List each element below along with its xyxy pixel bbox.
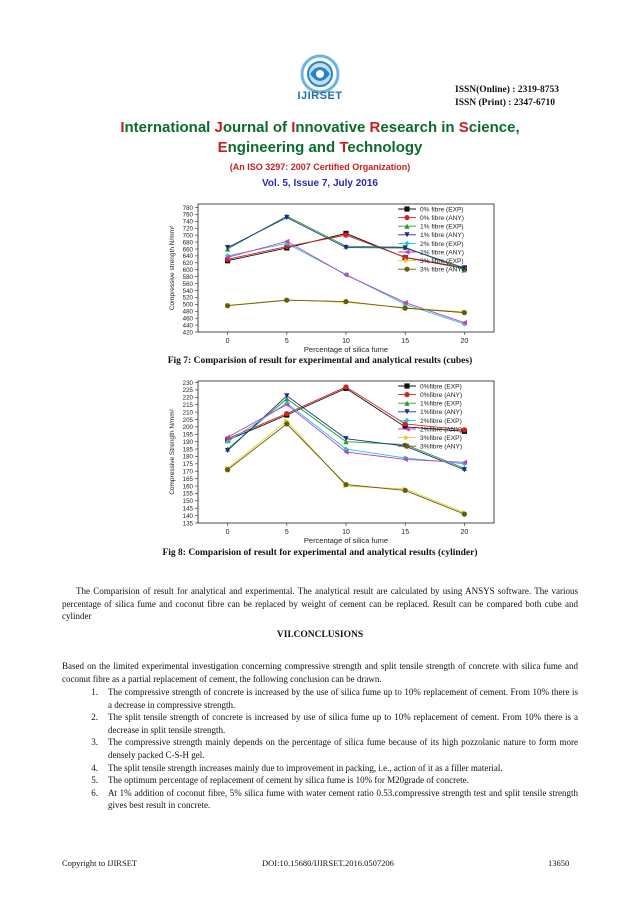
y-tick-label: 145 xyxy=(182,505,193,513)
legend-label: 1% fibre (ANY) xyxy=(420,232,464,240)
y-tick-label: 660 xyxy=(182,246,193,254)
y-tick-label: 720 xyxy=(182,225,193,233)
conclusions-intro: Based on the limited experimental investigation concerning compressive strength and split tensile strength of concrete with silica fume and coconut fibre as a partial replacement of cement, the following conclusion can be drawn. xyxy=(62,661,578,684)
data-point xyxy=(343,482,348,487)
legend-label: 0%fibre (ANY) xyxy=(420,392,463,399)
y-tick-label: 440 xyxy=(182,322,193,330)
y-tick-label: 140 xyxy=(182,512,193,520)
journal-title-line2: Engineering and Technology xyxy=(217,139,423,156)
data-point xyxy=(462,427,467,432)
y-tick-label: 135 xyxy=(182,520,193,528)
legend-label: 2% fibre (ANY) xyxy=(420,249,464,257)
legend-label: 3% fibre (EXP) xyxy=(420,258,464,265)
x-tick-label: 20 xyxy=(460,338,469,345)
chart-fig7-cubes xyxy=(150,196,510,354)
y-tick-label: 205 xyxy=(182,416,193,424)
x-tick-label: 10 xyxy=(342,529,350,536)
data-point xyxy=(343,299,348,304)
intro-paragraph: The Comparision of result for analytical and experimental. The analytical result are calculated by using ANSYS software. The various percentage of silica fume and coconut fibre can be replaced by weight of cement can be replaced. Result can be compared both cube and cylinder xyxy=(62,586,578,622)
list-item: 3. The compressive strength mainly depends on the percentage of silica fume because of its high pozzolanic nature to form more densely packed C-S-H gel. xyxy=(91,737,578,760)
journal-title-line1: International Journal of Innovative Research in Science, xyxy=(120,119,520,136)
data-point xyxy=(225,467,230,472)
x-tick-label: 20 xyxy=(460,529,469,536)
legend-label: 0% fibre (EXP) xyxy=(420,206,464,214)
y-tick-label: 170 xyxy=(182,468,193,476)
y-tick-label: 560 xyxy=(182,280,193,288)
data-point xyxy=(284,411,289,416)
list-item: 6. At 1% addition of coconut fibre, 5% silica fume with water cement ratio 0.53.compressive strength test and split tensile strength gives best result in concrete. xyxy=(91,787,578,811)
data-point xyxy=(403,488,408,493)
y-tick-label: 480 xyxy=(182,308,193,316)
y-tick-label: 180 xyxy=(182,453,193,461)
x-tick-label: 5 xyxy=(284,529,289,536)
x-tick-label: 0 xyxy=(225,529,230,536)
x-tick-label: 0 xyxy=(225,338,230,345)
legend-label: 1% fibre (EXP) xyxy=(420,223,464,231)
x-tick-label: 5 xyxy=(284,338,289,345)
data-point xyxy=(343,233,348,238)
legend-label: 2% fibre (EXP) xyxy=(420,240,464,248)
y-tick-label: 600 xyxy=(182,267,193,275)
y-tick-label: 680 xyxy=(182,239,193,247)
y-tick-label: 185 xyxy=(182,446,193,454)
legend-label: 2%fibre (EXP) xyxy=(420,417,462,425)
legend-label: 1%fibre (ANY) xyxy=(420,409,463,417)
x-tick-label: 15 xyxy=(401,338,410,345)
y-tick-label: 640 xyxy=(182,253,193,261)
chart-fig8-cylinder xyxy=(150,375,510,545)
list-item: 2. The split tensile strength of concrete is increased by use of silica fume up to 10% replacement of cement. From 10% there is a decrease in split tensile strength. xyxy=(91,712,578,735)
footer-doi: DOI:10.15680/IJIRSET.2016.0507206 xyxy=(262,858,394,868)
list-item: 4. The split tensile strength increases mainly due to improvement in packing, i.e., action of it as a filler material. xyxy=(91,762,503,773)
y-tick-label: 620 xyxy=(182,260,193,268)
certification-line: (An ISO 3297: 2007 Certified Organization) xyxy=(229,162,411,172)
legend-marker xyxy=(404,444,409,449)
y-tick-label: 155 xyxy=(182,490,193,498)
fig8-caption: Fig 8: Comparision of result for experimental and analytical results (cylinder) xyxy=(162,548,478,558)
legend-marker xyxy=(404,383,409,388)
data-point xyxy=(462,310,467,315)
y-axis-label: Compressive strength N/mm² xyxy=(169,225,176,311)
y-tick-label: 215 xyxy=(182,401,193,409)
y-tick-label: 225 xyxy=(182,387,193,395)
x-axis-label: Percentage of silica fume xyxy=(303,345,389,354)
x-axis-label: Percentage of silica fume xyxy=(303,536,389,545)
conclusions-list xyxy=(62,686,578,812)
data-point xyxy=(403,306,408,311)
y-tick-label: 500 xyxy=(182,301,193,309)
legend-marker xyxy=(404,267,409,272)
logo-text: IJIRSET xyxy=(297,90,343,102)
y-tick-label: 540 xyxy=(182,287,193,295)
legend-label: 3% fibre (ANY) xyxy=(420,266,464,274)
y-tick-label: 220 xyxy=(182,394,193,402)
y-tick-label: 160 xyxy=(182,483,193,491)
legend-label: 1%fibre (EXP) xyxy=(420,400,462,408)
legend-marker xyxy=(404,215,409,220)
list-item: 5. The optimum percentage of replacement of cement by silica fume is 10% for M20grade of concrete. xyxy=(91,775,469,786)
y-tick-label: 150 xyxy=(182,498,193,506)
y-tick-label: 520 xyxy=(182,294,193,302)
legend-label: 0%fibre (EXP) xyxy=(420,383,462,391)
y-tick-label: 740 xyxy=(182,218,193,226)
legend-label: 3%fibre (EXP) xyxy=(420,435,462,442)
volume-line: Vol. 5, Issue 7, July 2016 xyxy=(262,178,378,189)
y-tick-label: 460 xyxy=(182,315,193,323)
legend-marker xyxy=(404,435,409,440)
data-point xyxy=(462,512,467,517)
issn-online: ISSN(Online) : 2319-8753 xyxy=(455,85,559,95)
y-tick-label: 580 xyxy=(182,273,193,281)
fig7-caption: Fig 7: Comparision of result for experimental and analytical results (cubes) xyxy=(167,356,473,366)
y-tick-label: 760 xyxy=(182,211,193,219)
x-tick-label: 10 xyxy=(342,338,350,345)
y-tick-label: 175 xyxy=(182,461,193,469)
footer-page-number: 13650 xyxy=(548,858,570,868)
y-tick-label: 230 xyxy=(182,379,193,387)
legend-label: 3%fibre (ANY) xyxy=(420,443,463,451)
y-tick-label: 210 xyxy=(182,409,193,417)
x-tick-label: 15 xyxy=(401,529,410,536)
conclusions-heading: VII.CONCLUSIONS xyxy=(276,630,364,640)
y-tick-label: 420 xyxy=(182,329,193,337)
y-tick-label: 190 xyxy=(182,438,193,446)
data-point xyxy=(284,421,289,426)
issn-print: ISSN (Print) : 2347-6710 xyxy=(455,98,556,108)
y-tick-label: 165 xyxy=(182,475,193,483)
data-point xyxy=(225,303,230,308)
y-tick-label: 700 xyxy=(182,232,193,240)
data-point xyxy=(284,298,289,303)
legend-label: 0% fibre (ANY) xyxy=(420,215,464,222)
footer-copyright: Copyright to IJIRSET xyxy=(62,858,138,868)
y-tick-label: 780 xyxy=(182,204,193,212)
legend-label: 2%fibre (ANY) xyxy=(420,426,463,434)
legend-marker xyxy=(404,392,409,397)
list-item: 1. The compressive strength of concrete is increased by the use of silica fume up to 10% replacement of cement. From 10% there is a decrease in compressive strength. xyxy=(91,687,578,710)
y-tick-label: 200 xyxy=(182,424,193,432)
data-point xyxy=(343,384,348,389)
legend-marker xyxy=(404,206,409,211)
y-axis-label: Compressive Strength N/mm² xyxy=(169,409,176,495)
y-tick-label: 195 xyxy=(182,431,193,439)
